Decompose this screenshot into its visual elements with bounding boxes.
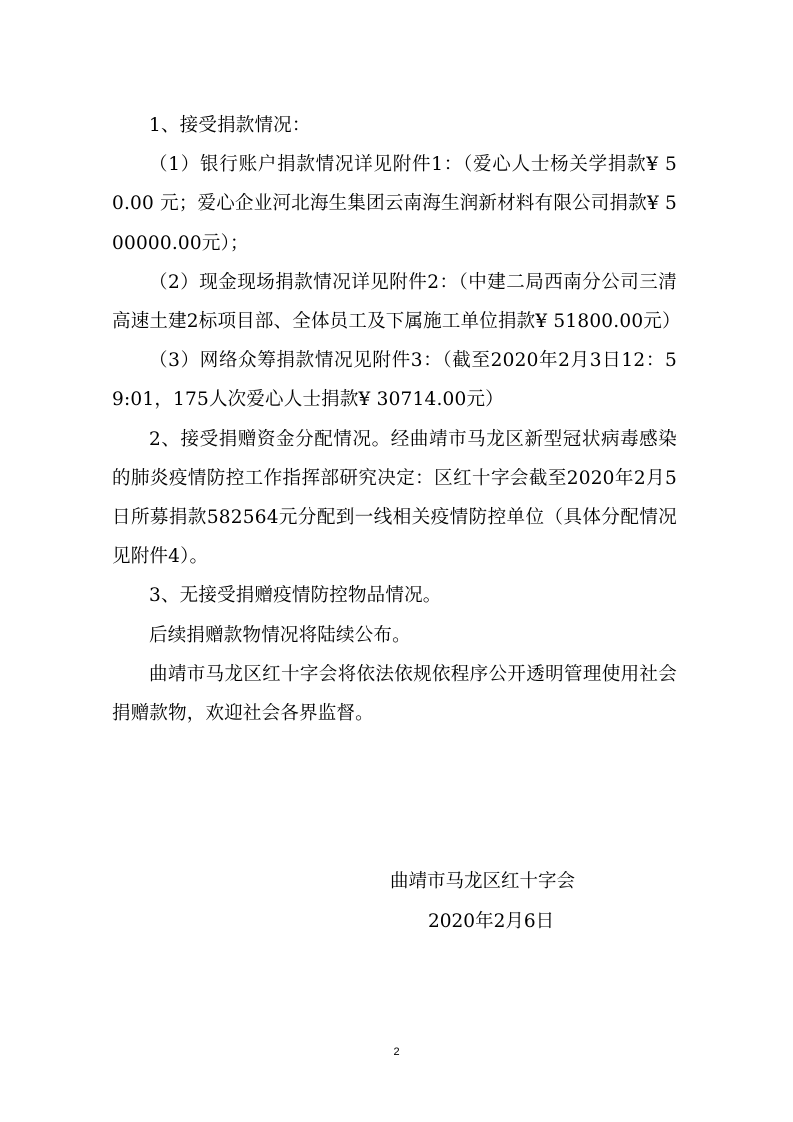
- paragraph-no-supplies: 3、无接受捐赠疫情防控物品情况。: [149, 585, 442, 607]
- paragraph-online-donations: （3）网络众筹捐款情况见附件3：（截至2020年2月3日12：59:01，175人次爱心人士捐款¥ 30714.00元）: [112, 350, 677, 411]
- paragraph-transparency: 曲靖市马龙区红十字会将依法依规依程序公开透明管理使用社会捐赠款物，欢迎社会各界监督。: [112, 663, 677, 725]
- paragraph-follow-up: 后续捐赠款物情况将陆续公布。: [149, 624, 411, 646]
- paragraph-cash-donations: （2）现金现场捐款情况详见附件2：（中建二局西南分公司三清高速土建2标项目部、全体员工及下属施工单位捐款¥ 51800.00元）: [112, 271, 681, 333]
- page-number: 2: [393, 1046, 400, 1058]
- signature-organization: 曲靖市马龙区红十字会: [390, 871, 576, 892]
- document-body: [112, 106, 681, 733]
- paragraph-bank-donations: （1）银行账户捐款情况详见附件1：（爱心人士杨关学捐款¥ 50.00 元；爱心企业河北海生集团云南海生润新材料有限公司捐款¥ 500000.00元）；: [112, 154, 677, 254]
- paragraph-fund-allocation: 2、接受捐赠资金分配情况。经曲靖市马龙区新型冠状病毒感染的肺炎疫情防控工作指挥部研究决定：区红十字会截至2020年2月5日所募捐款582564元分配到一线相关疫情防控单位（具体分配情况见附件4）。: [112, 428, 677, 568]
- paragraph-donations-heading: 1、接受捐款情况：: [149, 115, 311, 136]
- signature-date: 2020年2月6日: [428, 911, 555, 932]
